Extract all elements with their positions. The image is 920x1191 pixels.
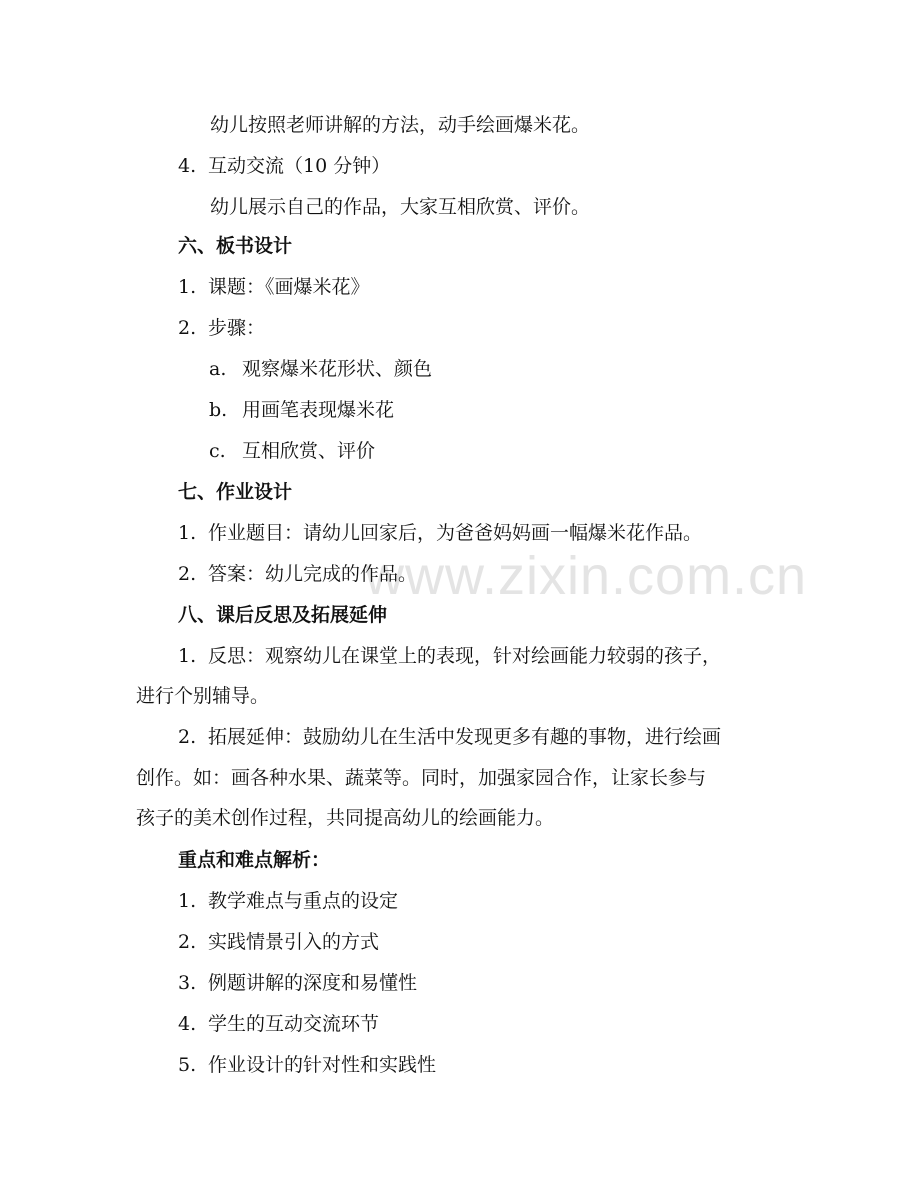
- sub-list-item: a. 观察爆米花形状、颜色: [209, 358, 433, 380]
- sub-list-item: c. 互相欣赏、评价: [209, 440, 376, 462]
- list-item: 1. 教学难点与重点的设定: [178, 890, 399, 912]
- list-item: 2. 实践情景引入的方式: [178, 931, 380, 953]
- paragraph: 幼儿展示自己的作品，大家互相欣赏、评价。: [210, 196, 591, 218]
- watermark: www.zixin.com.cn: [365, 546, 808, 606]
- paragraph-continuation: 进行个别辅导。: [136, 685, 270, 707]
- section-heading: 八、课后反思及拓展延伸: [178, 604, 388, 626]
- list-item: 4. 学生的互动交流环节: [178, 1013, 380, 1035]
- list-item: 5. 作业设计的针对性和实践性: [178, 1054, 437, 1076]
- list-item: 1. 课题：《画爆米花》: [178, 276, 370, 298]
- list-item: 3. 例题讲解的深度和易懂性: [178, 972, 418, 994]
- section-heading: 六、板书设计: [178, 235, 293, 257]
- list-item: 1. 作业题目：请幼儿回家后，为爸爸妈妈画一幅爆米花作品。: [178, 522, 703, 544]
- section-heading: 重点和难点解析：: [178, 849, 331, 871]
- paragraph: 幼儿按照老师讲解的方法，动手绘画爆米花。: [210, 114, 591, 136]
- paragraph-continuation: 孩子的美术创作过程，共同提高幼儿的绘画能力。: [136, 807, 555, 829]
- list-item: 2. 步骤：: [178, 317, 266, 339]
- paragraph-continuation: 创作。如：画各种水果、蔬菜等。同时，加强家园合作，让家长参与: [136, 767, 707, 789]
- sub-list-item: b. 用画笔表现爆米花: [209, 399, 395, 421]
- list-item: 2. 答案：幼儿完成的作品。: [178, 563, 418, 585]
- section-heading: 七、作业设计: [178, 481, 293, 503]
- list-item: 4. 互动交流（10 分钟）: [178, 155, 391, 177]
- list-item: 1. 反思：观察幼儿在课堂上的表现，针对绘画能力较弱的孩子，: [178, 645, 722, 667]
- list-item: 2. 拓展延伸：鼓励幼儿在生活中发现更多有趣的事物，进行绘画: [178, 726, 722, 748]
